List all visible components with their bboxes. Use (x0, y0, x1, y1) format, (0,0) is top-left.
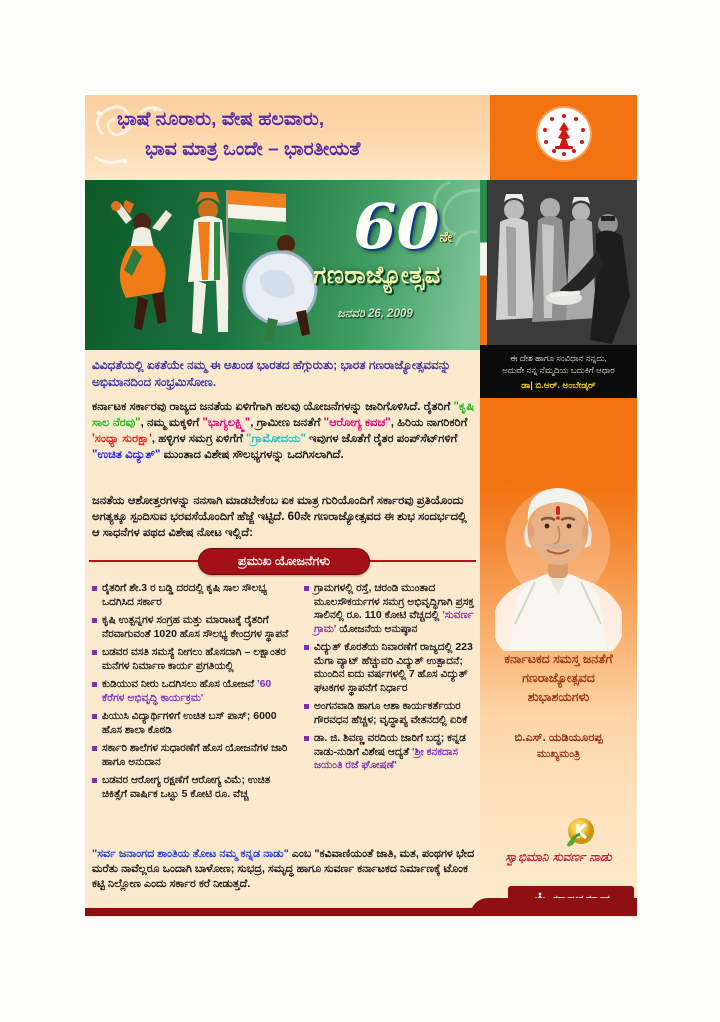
constitution-signing-photo (480, 180, 637, 345)
bullet-square-icon (304, 736, 309, 741)
bullet-square-icon (92, 682, 97, 687)
list-item-text: ಬಡವರ ಆರೋಗ್ಯ ರಕ್ಷಣೆಗೆ ಆರೋಗ್ಯ ವಿಮೆ; ಉಚಿತ ಚಿಕಿತ್ಸೆಗೆ ವಾರ್ಷಿಕ ಒಟ್ಟು 5 ಕೋಟಿ ರೂ. ವೆಚ್ಚ (102, 774, 271, 800)
bullet-square-icon (304, 645, 309, 650)
text-segment: , ಹಳ್ಳಿಗಳ ಸಮಗ್ರ ಏಳಿಗೆಗೆ (151, 433, 247, 445)
text-segment: ಮುಂತಾದ ವಿಶೇಷ ಸೌಲಭ್ಯಗಳನ್ನು ಒದಗಿಸಲಾಗಿದೆ. (160, 449, 344, 461)
banner-title: ಗಣರಾಜ್ಯೋತ್ಸವ (313, 262, 441, 289)
banner-date: ಜನವರಿ 26, 2009 (337, 308, 413, 320)
list-item (92, 742, 296, 769)
schemes-paragraph (92, 399, 474, 463)
list-item-text: ಬಡವರ ವಸತಿ ಸಮಸ್ಯೆ ನೀಗಲು ಹೊಸದಾಗಿ – ಲಕ್ಷಾಂತರ ಮನೆಗಳ ನಿರ್ಮಾಣ ಕಾರ್ಯ ಪ್ರಗತಿಯಲ್ಲಿ (102, 646, 286, 672)
text-segment: ಇವುಗಳ ಜೊತೆಗೆ ರೈತರ ಪಂಪ್‌ಸೆಟ್‌ಗಳಿಗೆ (305, 433, 458, 445)
list-item (92, 646, 296, 673)
list-item (92, 710, 296, 737)
list-item (304, 582, 476, 636)
bullet-square-icon (92, 746, 97, 751)
text-segment: , ನಮ್ಮ ಮಕ್ಕಳಿಗೆ (140, 417, 203, 429)
schemes-list-right (304, 582, 476, 778)
signatory-name: ಬಿ.ಎಸ್. ಯಡಿಯೂರಪ್ಪ (514, 732, 603, 744)
bullet-square-icon (304, 704, 309, 709)
photo-caption (480, 345, 637, 398)
list-item (92, 774, 296, 801)
list-item (304, 641, 476, 695)
list-item-text: ಗ್ರಾಮಗಳಲ್ಲಿ ರಸ್ತೆ, ಚರಂಡಿ ಮುಂತಾದ ಮೂಲಸೌಕರ್ಯಗಳ ಸಮಗ್ರ ಅಭಿವೃದ್ಧಿಗಾಗಿ ಪ್ರಸಕ್ತ ಸಾಲಿನಲ್ಲಿ ರೂ. 110 ಕೋಟಿ ವೆಚ್ಚದಲ್ಲಿ 'ಸುವರ್ಣ ಗ್ರಾಮ' ಯೋಜನೆಯ ಅನುಷ್ಠಾನ (314, 582, 474, 635)
bullet-square-icon (92, 618, 97, 623)
bw-photo-image (480, 180, 637, 345)
text-segment: "ಸರ್ವ ಜನಾಂಗದ ಶಾಂತಿಯ ತೋಟ ನಮ್ಮ ಕನ್ನಡ ನಾಡು" (92, 848, 289, 860)
main-content (85, 350, 480, 908)
closing-paragraph (92, 847, 476, 892)
page-title (117, 105, 477, 165)
list-item-text: ವಿದ್ಯುತ್ ಕೊರತೆಯ ನಿವಾರಣೆಗೆ ರಾಜ್ಯದಲ್ಲಿ 223 ಮೆಗಾ ವ್ಯಾಟ್ ಹೆಚ್ಚುವರಿ ವಿದ್ಯುತ್ ಉತ್ಪಾದನೆ; ಮುಂದಿನ ಐದು ವರ್ಷಗಳಲ್ಲಿ 7 ಹೊಸ ವಿದ್ಯುತ್ ಘಟಕಗಳ ಸ್ಥಾಪನೆಗೆ ನಿರ್ಧಾರ (314, 641, 473, 694)
section-badge: ಪ್ರಮುಖ ಯೋಜನೆಗಳು (198, 548, 370, 575)
suvarna-karnataka-logo-icon (564, 816, 598, 850)
text-segment: "ಉಚಿತ ವಿದ್ಯುತ್" (92, 449, 161, 461)
signature-block (486, 730, 631, 762)
text-segment: ಕರ್ನಾಟಕ ಸರ್ಕಾರವು ರಾಜ್ಯದ ಜನತೆಯ ಏಳಿಗೆಗಾಗಿ ಹಲವು ಯೋಜನೆಗಳನ್ನು ಜಾರಿಗೊಳಿಸಿದೆ. ರೈತರಿಗೆ (92, 401, 454, 413)
header-emblem-panel (490, 95, 637, 180)
tricolor-edge (480, 180, 487, 345)
text-segment: , ಹಿರಿಯ ನಾಗರಿಕರಿಗೆ (390, 417, 468, 429)
text-segment: "ಕೃಷಿ ಸಾಲ ನೆರವು" (92, 401, 475, 429)
republic-day-banner (85, 180, 480, 350)
signatory-role: ಮುಖ್ಯಮಂತ್ರಿ (536, 748, 581, 760)
text-segment: "ಗ್ರಾಮೋದಯ" (246, 433, 306, 445)
list-item (304, 700, 476, 727)
intro-paragraph: ವಿವಿಧತೆಯಲ್ಲಿ ಏಕತೆಯೇ ನಮ್ಮ ಈ ಅಖಂಡ ಭಾರತದ ಹೆಗ್ಗುರುತು; ಭಾರತ ಗಣರಾಜ್ಯೋತ್ಸವವನ್ನು ಅಭಿಮಾನದಿಂದ ಸಂಭ್ರಮಿಸೋಣ. (92, 358, 451, 389)
caption-credit: ಡಾ| ಬಿ.ಆರ್. ಅಂಬೇಡ್ಕರ್ (521, 380, 596, 390)
list-item (92, 582, 296, 609)
list-item-text: ರೈತರಿಗೆ ಶೇ.3 ರ ಬಡ್ಡಿ ದರದಲ್ಲಿ ಕೃಷಿ ಸಾಲ ಸೌಲಭ್ಯ ಒದಗಿಸಿದ ಸರ್ಕಾರ (102, 582, 267, 608)
list-item-text: ಕುಡಿಯುವ ನೀರು ಒದಗಿಸಲು ಹೊಸ ಯೋಜನೆ '60 ಕೆರೆಗಳ ಅಭಿವೃದ್ಧಿ ಕಾರ್ಯಕ್ರಮ' (102, 678, 272, 704)
list-item-text: ಸರ್ಕಾರಿ ಶಾಲೆಗಳ ಸುಧಾರಣೆಗೆ ಹೊಸ ಯೋಜನೆಗಳ ಜಾರಿ ಹಾಗೂ ಅನುದಾನ (102, 742, 288, 768)
list-item-text: ಅಂಗನವಾಡಿ ಹಾಗೂ ಆಶಾ ಕಾರ್ಯಕರ್ತೆಯರ ಗೌರವಧನ ಹೆಚ್ಚಳ; ವೃದ್ಧಾಪ್ಯ ವೇತನದಲ್ಲಿ ಏರಿಕೆ (314, 700, 468, 726)
greeting-text (486, 650, 631, 707)
schemes-list-left (92, 582, 296, 806)
list-item (304, 732, 476, 773)
bullet-square-icon (92, 778, 97, 783)
state-seal (538, 108, 590, 160)
sixty-number: 60 (353, 190, 440, 263)
list-item-text: ಡಾ. ಜಿ. ಶಿವಣ್ಣ ವರದಿಯ ಜಾರಿಗೆ ಬದ್ಧ; ಕನ್ನಡ ನಾಡು-ನುಡಿಗೆ ವಿಶೇಷ ಆದ್ಯತೆ 'ಶ್ರೀ ಕನಕದಾಸ ಜಯಂತಿ ರಜೆ ಘೋಷಣೆ' (314, 732, 466, 771)
slogan-script: ಸ್ವಾಭಿಮಾನಿ ಸುವರ್ಣ ನಾಡು (505, 850, 612, 864)
list-item-text: ಕೃಷಿ ಉತ್ಪನ್ನಗಳ ಸಂಗ್ರಹ ಮತ್ತು ಮಾರಾಟಕ್ಕೆ ರೈತರಿಗೆ ನೆರವಾಗುವಂತೆ 1020 ಹೊಸ ಸೌಲಭ್ಯ ಕೇಂದ್ರಗಳ ಸ್ಥಾಪನೆ (102, 614, 289, 640)
sixty-mark (353, 190, 452, 263)
caption-line1: ಈ ದೇಶ ಹಾಗೂ ಸಂವಿಧಾನ ನನ್ನದು, (510, 353, 607, 363)
text-segment: "ಭಾಗ್ಯಲಕ್ಷ್ಮಿ" (202, 417, 251, 429)
bullet-square-icon (92, 714, 97, 719)
greeting-line1: ಕರ್ನಾಟಕದ ಸಮಸ್ತ ಜನತೆಗೆ (504, 652, 613, 666)
commitment-paragraph: ಜನತೆಯ ಆಶೋತ್ತರಗಳನ್ನು ನನಸಾಗಿ ಮಾಡಬೇಕೆಂಬ ಏಕ ಮಾತ್ರ ಗುರಿಯೊಂದಿಗೆ ಸರ್ಕಾರವು ಪ್ರತಿಯೊಂದು ಅಗತ್ಯಕ್ಕೂ ಸ್ಪಂದಿಸುವ ಭರವಸೆಯೊಂದಿಗೆ ಹೆಜ್ಜೆ ಇಟ್ಟಿದೆ. 60ನೇ ಗಣರಾಜ್ಯೋತ್ಸವದ ಈ ಶುಭ ಸಂದರ್ಭದಲ್ಲಿ ಆ ಸಾಧನೆಗಳ ಪಥದ ವಿಶೇಷ ನೋಟ ಇಲ್ಲಿದೆ: (92, 495, 467, 539)
text-segment: 'ಸಂಧ್ಯಾ ಸುರಕ್ಷಾ' (92, 433, 152, 445)
sidebar (480, 398, 637, 917)
header-band (85, 95, 490, 180)
text-segment: ಎಂಬ "ಕವಿವಾಣಿಯಂತೆ ಜಾತಿ, ಮತ, ಪಂಥಗಳ ಭೇದ ಮರೆತು ನಾವೆಲ್ಲರೂ ಒಂದಾಗಿ ಬಾಳೋಣ; ಸುಭದ್ರ, ಸಮೃದ್ಧ ಹಾಗೂ ಸುವರ್ಣ ಕರ್ನಾಟಕದ ನಿರ್ಮಾಣಕ್ಕೆ ಟೊಂಕ ಕಟ್ಟಿ ನಿಲ್ಲೋಣ ಎಂದು ಸರ್ಕಾರ ಕರೆ ನೀಡುತ್ತದೆ. (92, 848, 475, 890)
footer-strip (85, 908, 637, 916)
sixty-suffix: ನೇ (439, 228, 452, 245)
state-emblem-icon (538, 108, 590, 160)
poster (85, 95, 637, 917)
bullet-square-icon (92, 650, 97, 655)
chief-minister-portrait (495, 474, 622, 651)
greeting-line3: ಶುಭಾಶಯಗಳು (527, 690, 590, 704)
text-segment: , ಗ್ರಾಮೀಣ ಜನತೆಗೆ (250, 417, 324, 429)
bullet-square-icon (304, 586, 309, 591)
list-item (92, 614, 296, 641)
list-item (92, 678, 296, 705)
list-item-text: ಪಿಯುಸಿ ವಿದ್ಯಾರ್ಥಿಗಳಿಗೆ ಉಚಿತ ಬಸ್ ಪಾಸ್; 6000 ಹೊಸ ಶಾಲಾ ಕೊಠಡಿ (102, 710, 277, 736)
text-segment: "ಆರೋಗ್ಯ ಕವಚ" (323, 417, 391, 429)
bullet-square-icon (92, 586, 97, 591)
title-line2: ಭಾವ ಮಾತ್ರ ಒಂದೇ – ಭಾರತೀಯತೆ (145, 139, 361, 160)
title-line1: ಭಾಷೆ ನೂರಾರು, ವೇಷ ಹಲವಾರು, (117, 109, 325, 130)
greeting-line2: ಗಣರಾಜ್ಯೋತ್ಸವದ (522, 671, 595, 685)
caption-line2: ಅದುವೇ ನನ್ನ ನೆಮ್ಮದಿಯ ಬದುಕಿಗೆ ಆಧಾರ (502, 365, 615, 375)
